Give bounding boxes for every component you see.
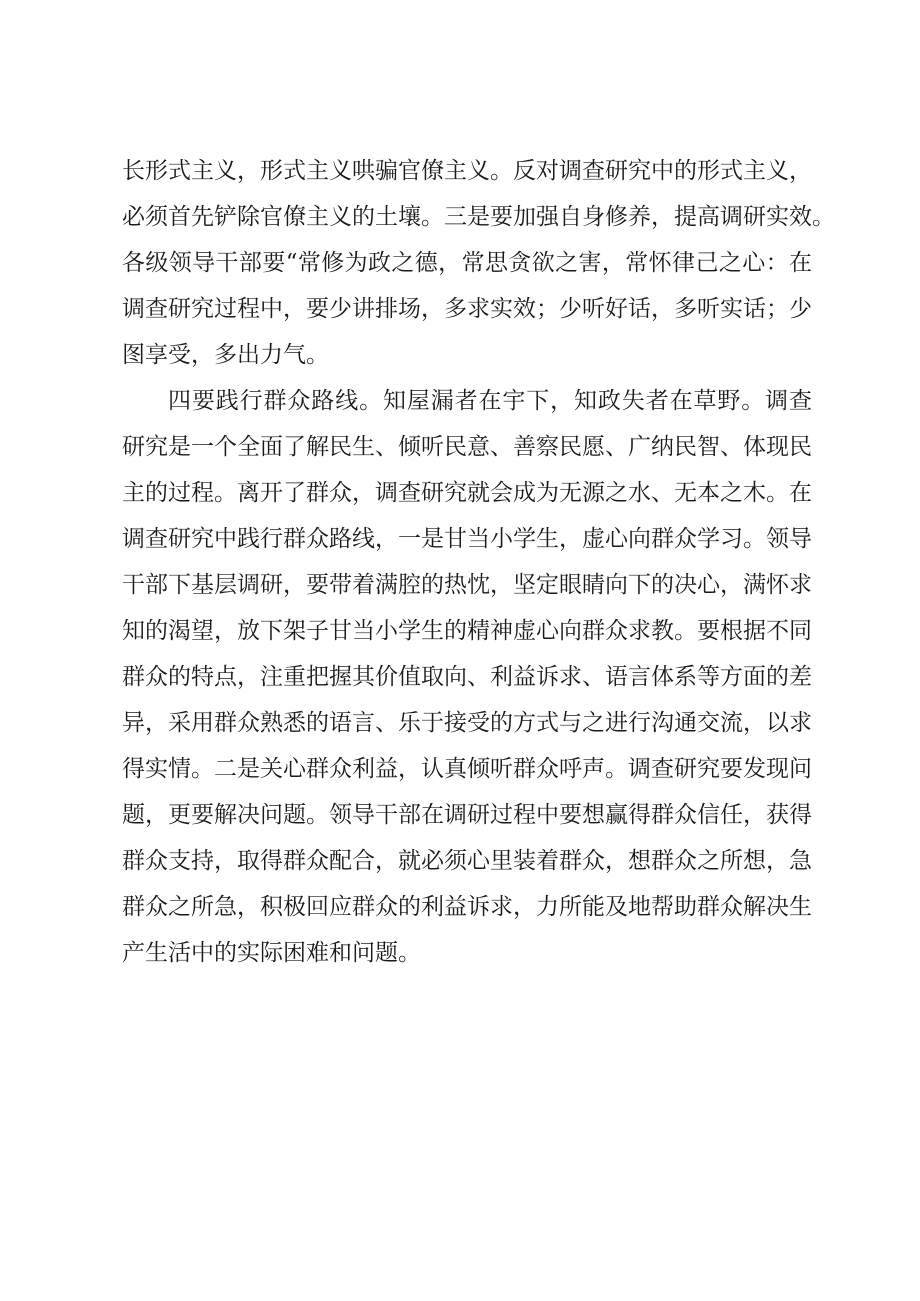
text-line: 研究是一个全面了解民生、倾听民意、善察民愿、广纳民智、体现民 — [122, 434, 812, 460]
text-line: 群众的特点，注重把握其价值取向、利益诉求、语言体系等方面的差 — [122, 664, 812, 690]
text-line: 主的过程。离开了群众，调查研究就会成为无源之水、无本之木。在 — [122, 480, 812, 506]
text-line: 调查研究中践行群众路线，一是甘当小学生，虚心向群众学习。领导 — [122, 526, 812, 552]
text-line: 得实情。二是关心群众利益，认真倾听群众呼声。调查研究要发现问 — [122, 756, 812, 782]
text-line: 长形式主义，形式主义哄骗官僚主义。反对调查研究中的形式主义， — [122, 158, 812, 184]
text-line: 图享受，多出力气。 — [122, 342, 329, 368]
text-line: 必须首先铲除官僚主义的土壤。三是要加强自身修养，提高调研实效。 — [122, 204, 835, 230]
text-line: 产生活中的实际困难和问题。 — [122, 940, 421, 966]
paragraph-2 — [122, 378, 812, 976]
text-line: 异，采用群众熟悉的语言、乐于接受的方式与之进行沟通交流，以求 — [122, 710, 812, 736]
text-line: 干部下基层调研，要带着满腔的热忱，坚定眼睛向下的决心，满怀求 — [122, 572, 812, 598]
text-line: 各级领导干部要“常修为政之德，常思贪欲之害，常怀律己之心：在 — [122, 250, 812, 276]
text-line: 知的渴望，放下架子甘当小学生的精神虚心向群众求教。要根据不同 — [122, 618, 812, 644]
text-line: 调查研究过程中，要少讲排场，多求实效；少听好话，多听实话；少 — [122, 296, 812, 322]
text-line: 群众支持，取得群众配合，就必须心里装着群众，想群众之所想，急 — [122, 848, 812, 874]
document-body — [122, 148, 835, 976]
text-line: 题，更要解决问题。领导干部在调研过程中要想赢得群众信任，获得 — [122, 802, 812, 828]
text-line: 群众之所急，积极回应群众的利益诉求，力所能及地帮助群众解决生 — [122, 894, 812, 920]
paragraph-1 — [122, 148, 835, 378]
text-line: 四要践行群众路线。知屋漏者在宇下，知政失者在草野。调查 — [168, 388, 812, 414]
